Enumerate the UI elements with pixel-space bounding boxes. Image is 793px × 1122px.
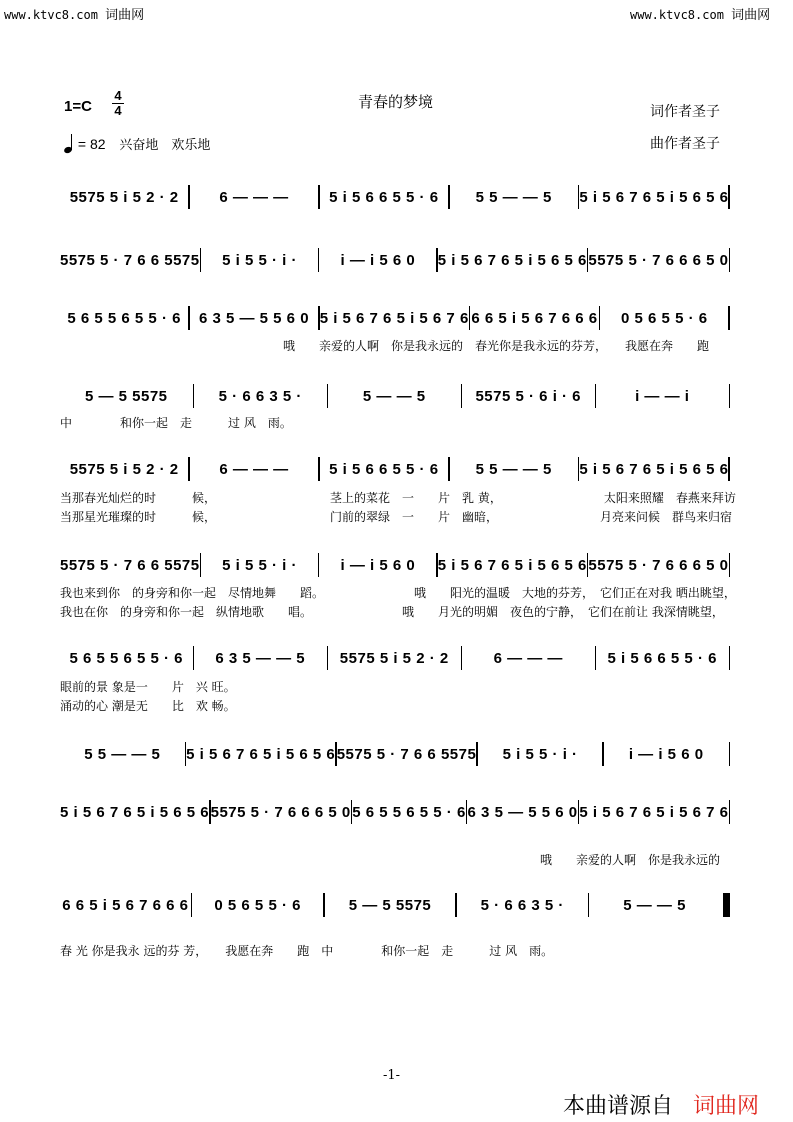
barline xyxy=(729,384,731,408)
notation-row xyxy=(60,646,730,670)
measure: 5575 5 · 7 6 6 5575 xyxy=(60,251,200,269)
measure: 5 i 5 6 7 6 5 i 5 6 7 6 xyxy=(319,309,469,327)
measure: 5 i 5 6 6 5 5 · 6 xyxy=(329,188,439,206)
measure: 5 i 5 6 7 6 5 i 5 6 5 6 xyxy=(186,745,336,763)
barline xyxy=(728,185,730,209)
measure: 5 5 — — 5 xyxy=(475,460,552,478)
final-barline xyxy=(723,893,730,917)
measure: 0 5 6 5 5 · 6 xyxy=(621,309,708,327)
lyric-line: 涌动的心 潮是无 比 欢 畅。 xyxy=(60,699,236,713)
key-signature: 1=C xyxy=(64,98,92,115)
measure: 5575 5 · 7 6 6 5575 xyxy=(60,556,200,574)
measure: 6 — — — xyxy=(219,460,289,478)
barline xyxy=(729,800,731,824)
measure: 5 i 5 6 6 5 5 · 6 xyxy=(329,460,439,478)
measure: 5 i 5 6 7 6 5 i 5 6 7 6 xyxy=(579,803,729,821)
tempo-value: = 82 xyxy=(77,136,106,152)
measure: 5 — 5 5575 xyxy=(348,896,432,914)
measure: 5 i 5 6 6 5 5 · 6 xyxy=(607,649,717,667)
measure: 5 i 5 6 7 6 5 i 5 6 5 6 xyxy=(60,803,210,821)
measure: 5 5 — — 5 xyxy=(84,745,161,763)
corner-watermark-right xyxy=(630,4,770,23)
measure: 5 i 5 6 7 6 5 i 5 6 5 6 xyxy=(437,251,587,269)
measure: 6 — — — xyxy=(493,649,563,667)
corner-watermark-left xyxy=(4,4,144,23)
measure: 5575 5 · 7 6 6 5575 xyxy=(336,745,477,763)
barline xyxy=(728,306,730,330)
measure: i — i 5 6 0 xyxy=(340,251,416,269)
barline xyxy=(729,742,731,766)
notation-row xyxy=(60,553,730,577)
lyric-line: 当那春光灿烂的时 候， 茎上的菜花 一 片 乳 黄， 太阳来照耀 春燕来拜访 xyxy=(60,491,736,505)
watermark-url: www.ktvc8.com xyxy=(4,8,98,22)
measure: 6 6 5 i 5 6 7 6 6 6 xyxy=(62,896,189,914)
watermark-site: 词曲网 xyxy=(731,8,771,23)
measure: i — i 5 6 0 xyxy=(340,556,416,574)
barline xyxy=(729,553,731,577)
lyricist-credit: 词作者圣子 xyxy=(650,104,720,120)
measure: 6 3 5 — 5 5 6 0 xyxy=(198,309,310,327)
source-credit xyxy=(563,1089,759,1120)
notation-row xyxy=(60,457,730,481)
lyric-line: 我也在你 的身旁和你一起 纵情地歌 唱。 哦 月光的明媚 夜色的宁静， 它们在前让 我深情眺望， xyxy=(60,605,724,619)
lyric-line: 哦 亲爱的人啊 你是我永远的 xyxy=(540,853,721,867)
lyric-line: 当那星光璀璨的时 候， 门前的翠绿 一 片 幽暗， 月亮来问候 群鸟来归宿 xyxy=(60,510,733,524)
time-signature xyxy=(112,89,124,118)
notation-row xyxy=(60,248,730,272)
measure: 6 6 5 i 5 6 7 6 6 6 xyxy=(471,309,598,327)
measure: 5575 5 · 7 6 6 6 5 0 xyxy=(210,803,351,821)
measure: 5575 5 · 6 i · 6 xyxy=(475,387,582,405)
measure: 6 3 5 — — 5 xyxy=(215,649,306,667)
measure: 5575 5 · 7 6 6 6 5 0 xyxy=(588,556,729,574)
notation-row xyxy=(60,306,730,330)
measure: 5 6 5 5 6 5 5 · 6 xyxy=(69,649,184,667)
measure: 5 · 6 6 3 5 · xyxy=(218,387,302,405)
source-site-link[interactable]: 词曲网 xyxy=(693,1094,760,1119)
measure: 5575 5 i 5 2 · 2 xyxy=(69,188,179,206)
lyric-line: 哦 亲爱的人啊 你是我永远的 春光你是我永远的芬芳， 我愿在奔 跑 xyxy=(283,339,710,353)
measure: 6 3 5 — 5 5 6 0 xyxy=(467,803,578,821)
notation-row xyxy=(60,384,730,408)
song-title: 青春的梦境 xyxy=(358,93,434,111)
measure: 5 i 5 6 7 6 5 i 5 6 5 6 xyxy=(579,460,729,478)
measure: 5 6 5 5 6 5 5 · 6 xyxy=(352,803,466,821)
measure: 5 i 5 5 · i · xyxy=(222,556,297,574)
measure: 5575 5 i 5 2 · 2 xyxy=(339,649,449,667)
measure: 5 — — 5 xyxy=(362,387,426,405)
measure: 5 5 — — 5 xyxy=(475,188,552,206)
lyric-line: 春 光 你是我永 远的芬 芳， 我愿在奔 跑 中 和你一起 走 过 风 雨。 xyxy=(60,944,554,958)
measure: i — — i xyxy=(635,387,690,405)
quarter-note-icon xyxy=(64,135,74,153)
lyric-line: 中 和你一起 走 过 风 雨。 xyxy=(60,416,292,430)
measure: 5575 5 i 5 2 · 2 xyxy=(69,460,179,478)
measure: 6 — — — xyxy=(219,188,289,206)
time-signature-top: 4 xyxy=(114,88,122,103)
measure: 5 i 5 5 · i · xyxy=(502,745,578,763)
lyric-line: 眼前的景 象是一 片 兴 旺。 xyxy=(60,680,236,694)
measure: 5 i 5 6 7 6 5 i 5 6 5 6 xyxy=(579,188,729,206)
measure: 5575 5 · 7 6 6 6 5 0 xyxy=(588,251,729,269)
barline xyxy=(729,646,731,670)
measure: 5 — — 5 xyxy=(623,896,686,914)
measure: 5 i 5 6 7 6 5 i 5 6 5 6 xyxy=(437,556,587,574)
barline xyxy=(728,457,730,481)
watermark-site: 词曲网 xyxy=(105,8,145,23)
tempo-mood: 兴奋地 欢乐地 xyxy=(119,138,211,153)
lyric-line: 我也来到你 的身旁和你一起 尽情地舞 蹈。 哦 阳光的温暖 大地的芬芳， 它们正在对我 晒出眺望， xyxy=(60,586,736,600)
measure: 5 6 5 5 6 5 5 · 6 xyxy=(67,309,181,327)
notation-row xyxy=(60,742,730,766)
measure: 5 i 5 5 · i · xyxy=(222,251,297,269)
barline xyxy=(729,248,731,272)
notation-row xyxy=(60,185,730,209)
source-label: 本曲谱源自 xyxy=(563,1094,674,1119)
time-signature-bottom: 4 xyxy=(114,103,122,118)
measure: 0 5 6 5 5 · 6 xyxy=(214,896,301,914)
tempo-marking xyxy=(64,134,210,153)
page-number: -1- xyxy=(383,1068,401,1083)
measure: i — i 5 6 0 xyxy=(628,745,704,763)
measure: 5 · 6 6 3 5 · xyxy=(480,896,564,914)
notation-row xyxy=(60,893,730,917)
notation-row xyxy=(60,800,730,824)
measure: 5 — 5 5575 xyxy=(84,387,168,405)
composer-credit: 曲作者圣子 xyxy=(650,136,720,152)
watermark-url: www.ktvc8.com xyxy=(630,8,724,22)
